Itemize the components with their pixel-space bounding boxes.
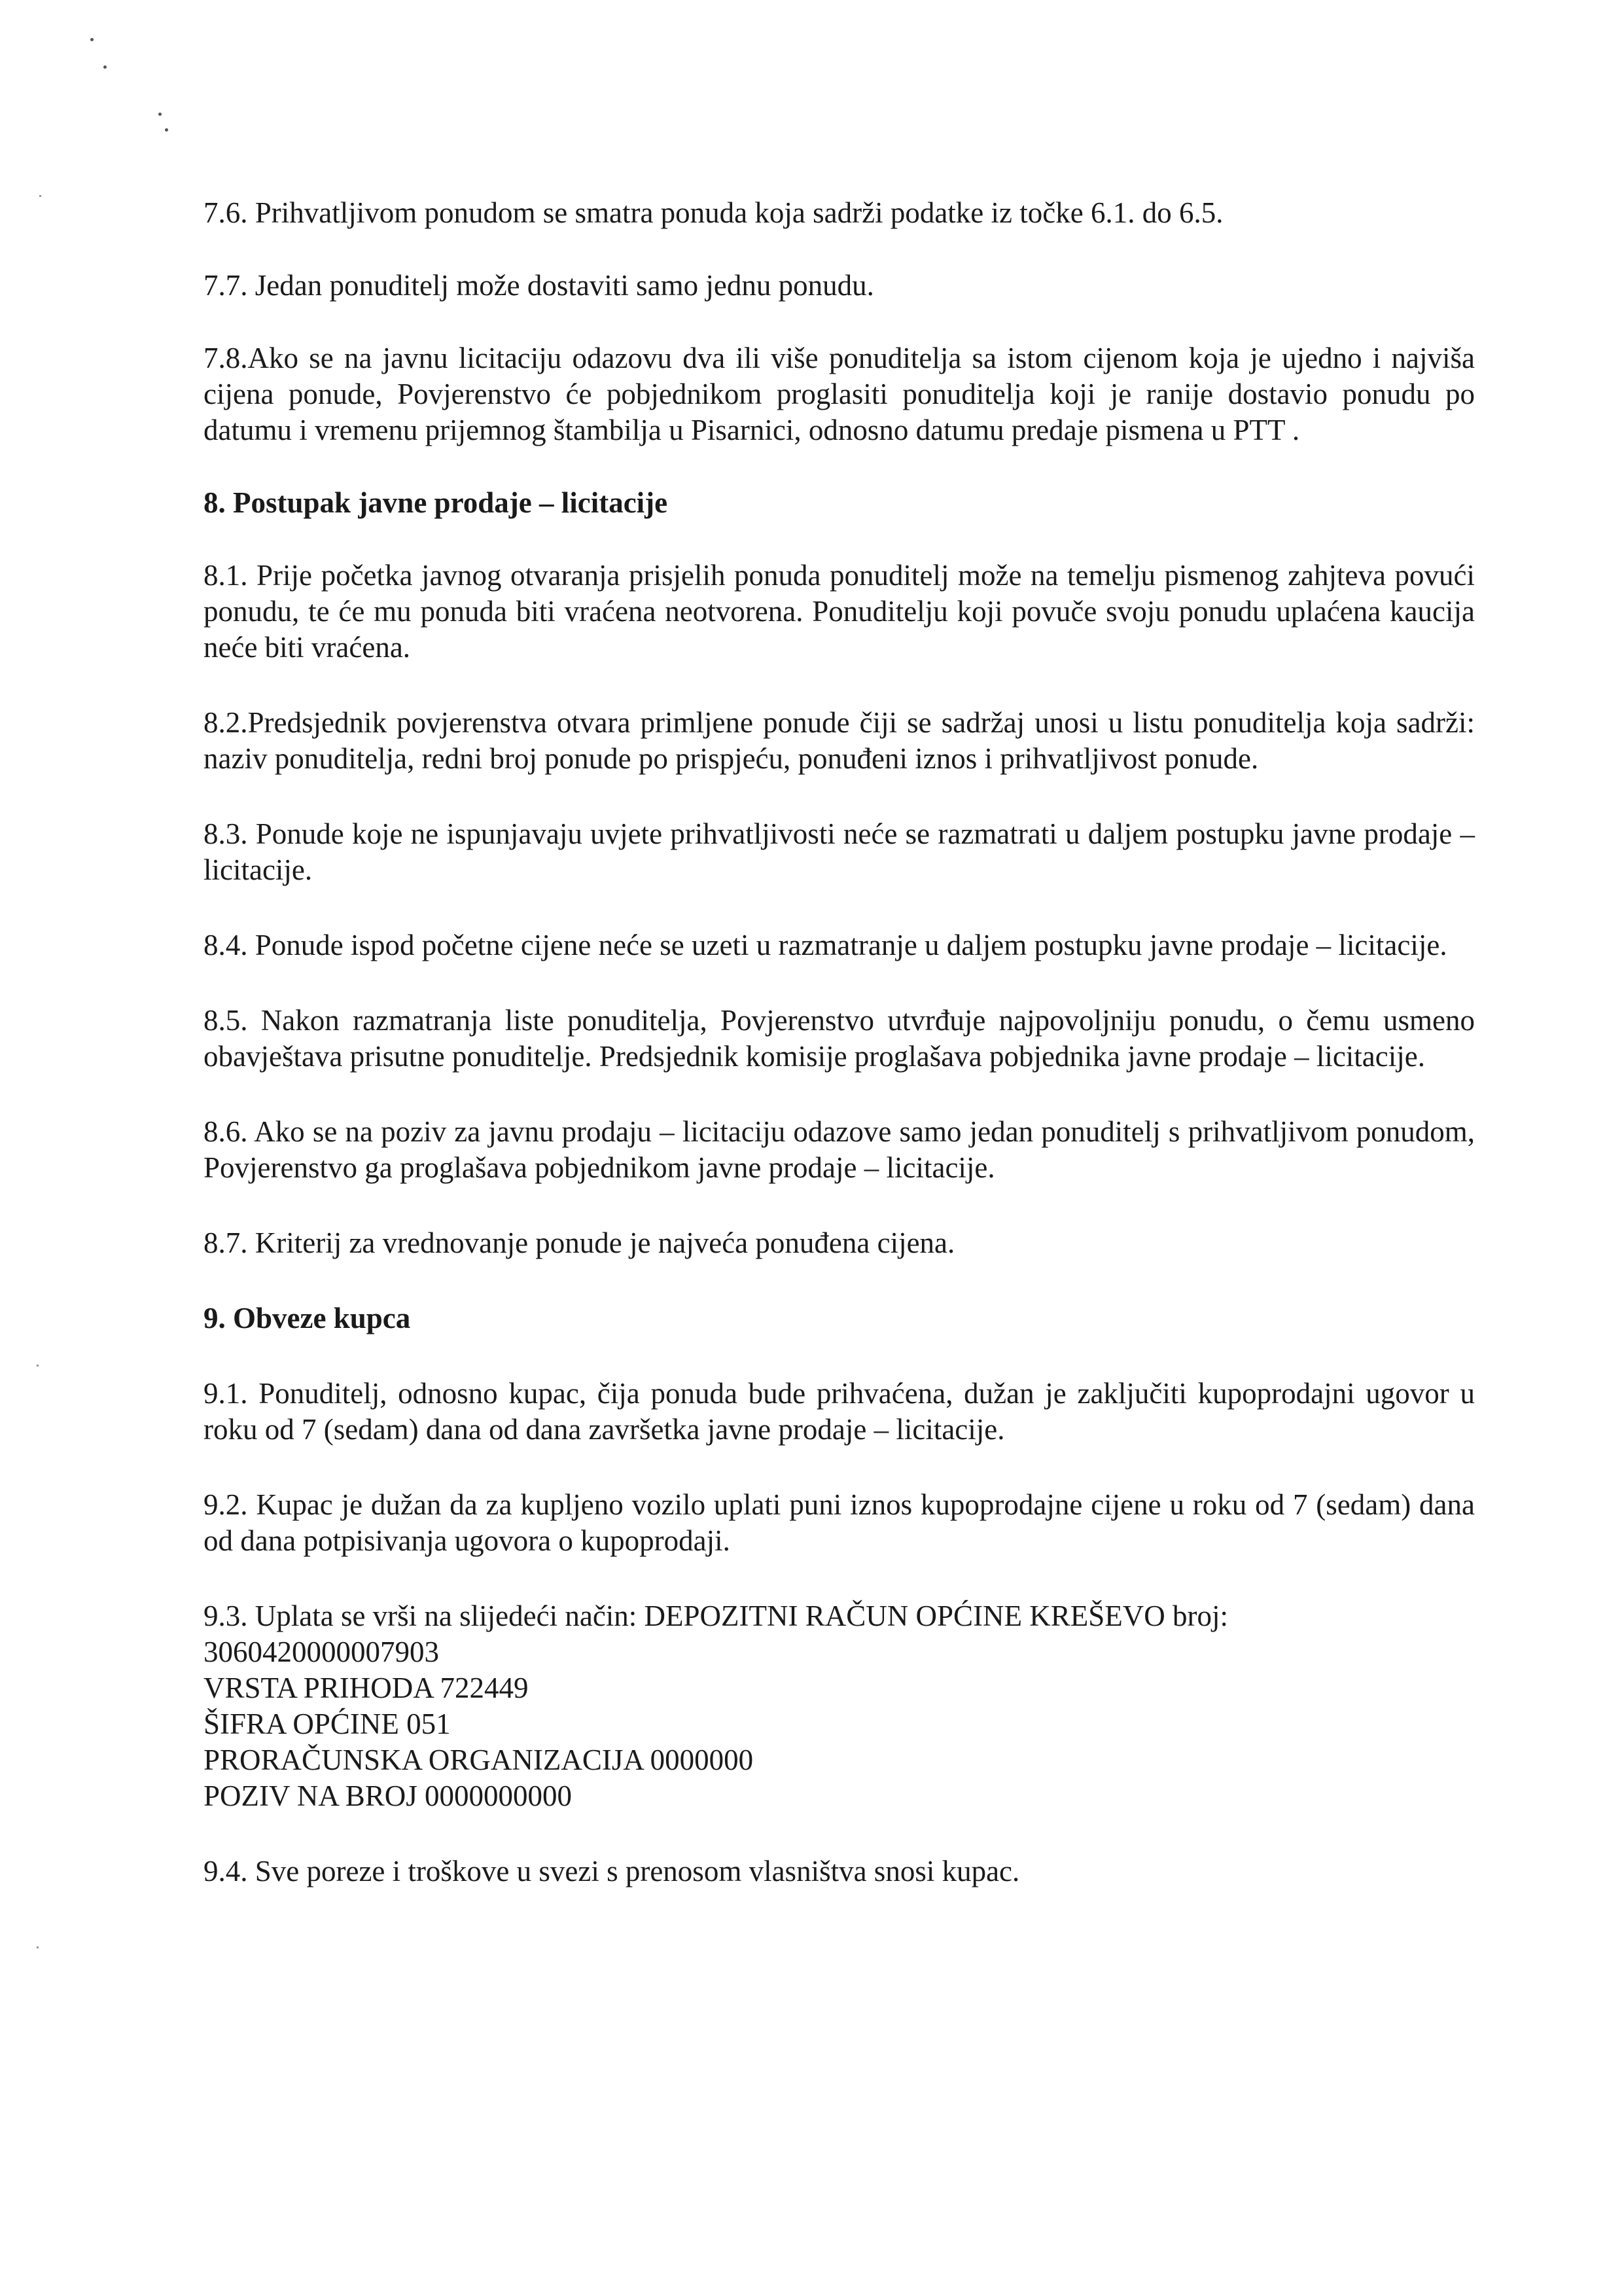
paragraph-9-4: 9.4. Sve poreze i troškove u svezi s prenosom vlasništva snosi kupac.	[203, 1855, 1020, 1887]
paragraph-7-8: 7.8.Ako se na javnu licitaciju odazovu dva ili više ponuditelja sa istom cijenom koja je ujedno i najviša cijena ponude, Povjerenstvo će pobjednikom proglasiti ponuditelja koji je ranije dostavio ponudu po datumu i vremenu prijemnog štambilja u Pisarnici, odnosno datumu predaje pismena u PTT .	[203, 342, 1475, 446]
paragraph-8-1: 8.1. Prije početka javnog otvaranja prisjelih ponuda ponuditelj može na temelju pismenog zahjteva povući ponudu, te će mu ponuda biti vraćena neotvorena. Ponuditelju koji povuče svoju ponudu uplaćena kaucija neće biti vraćena.	[203, 559, 1475, 664]
paragraph-8-7: 8.7. Kriterij za vrednovanje ponude je najveća ponuđena cijena.	[203, 1226, 955, 1259]
paragraph-8-6: 8.6. Ako se na poziv za javnu prodaju – licitaciju odazove samo jedan ponuditelj s prihvatljivom ponudom, Povjerenstvo ga proglašava pobjednikom javne prodaje – licitacije.	[203, 1115, 1475, 1184]
paragraph-9-3-intro: 9.3. Uplata se vrši na slijedeći način: DEPOZITNI RAČUN OPĆINE KREŠEVO broj:	[203, 1600, 1229, 1632]
payment-detail-line: POZIV NA BROJ 0000000000	[203, 1780, 572, 1812]
scan-speck	[165, 128, 168, 132]
scan-speck	[103, 65, 107, 69]
payment-detail-line: PRORAČUNSKA ORGANIZACIJA 0000000	[203, 1744, 754, 1776]
payment-detail-line: ŠIFRA OPĆINE 051	[203, 1708, 451, 1740]
paragraph-8-3: 8.3. Ponude koje ne ispunjavaju uvjete prihvatljivosti neće se razmatrati u daljem postupku javne prodaje – licitacije.	[203, 817, 1475, 886]
payment-detail-line: 3060420000007903	[203, 1636, 439, 1668]
paragraph-7-7: 7.7. Jedan ponuditelj može dostaviti samo jednu ponudu.	[203, 269, 874, 302]
paragraph-9-1: 9.1. Ponuditelj, odnosno kupac, čija ponuda bude prihvaćena, dužan je zaključiti kupoprodajni ugovor u roku od 7 (sedam) dana od dana završetka javne prodaje – licitacije.	[203, 1377, 1475, 1446]
scan-speck	[90, 38, 94, 41]
scan-edge-mark	[37, 1946, 39, 1948]
paragraph-9-2: 9.2. Kupac je dužan da za kupljeno vozilo uplati puni iznos kupoprodajne cijene u roku od 7 (sedam) dana od dana potpisivanja ugovora o kupoprodaji.	[203, 1488, 1475, 1557]
paragraph-8-2: 8.2.Predsjednik povjerenstva otvara primljene ponude čiji se sadržaj unosi u listu ponuditelja koja sadrži: naziv ponuditelja, redni broj ponude po prispjeću, ponuđeni iznos i prihvatljivost ponude.	[203, 706, 1475, 775]
document-page	[203, 195, 1475, 1889]
scan-edge-mark	[37, 1365, 39, 1367]
payment-detail-line: VRSTA PRIHODA 722449	[203, 1672, 529, 1704]
paragraph-9-3	[203, 1598, 1475, 1814]
section-heading-8: 8. Postupak javne prodaje – licitacije	[203, 486, 668, 519]
section-heading-9: 9. Obveze kupca	[203, 1302, 411, 1334]
scan-edge-mark	[39, 195, 41, 197]
paragraph-8-4: 8.4. Ponude ispod početne cijene neće se uzeti u razmatranje u daljem postupku javne prodaje – licitacije.	[203, 929, 1447, 961]
paragraph-8-5: 8.5. Nakon razmatranja liste ponuditelja, Povjerenstvo utvrđuje najpovoljniju ponudu, o čemu usmeno obavještava prisutne ponuditelje. Predsjednik komisije proglašava pobjednika javne prodaje – licitacije.	[203, 1004, 1475, 1073]
scan-speck	[158, 113, 162, 116]
paragraph-7-6: 7.6. Prihvatljivom ponudom se smatra ponuda koja sadrži podatke iz točke 6.1. do 6.5.	[203, 196, 1224, 229]
